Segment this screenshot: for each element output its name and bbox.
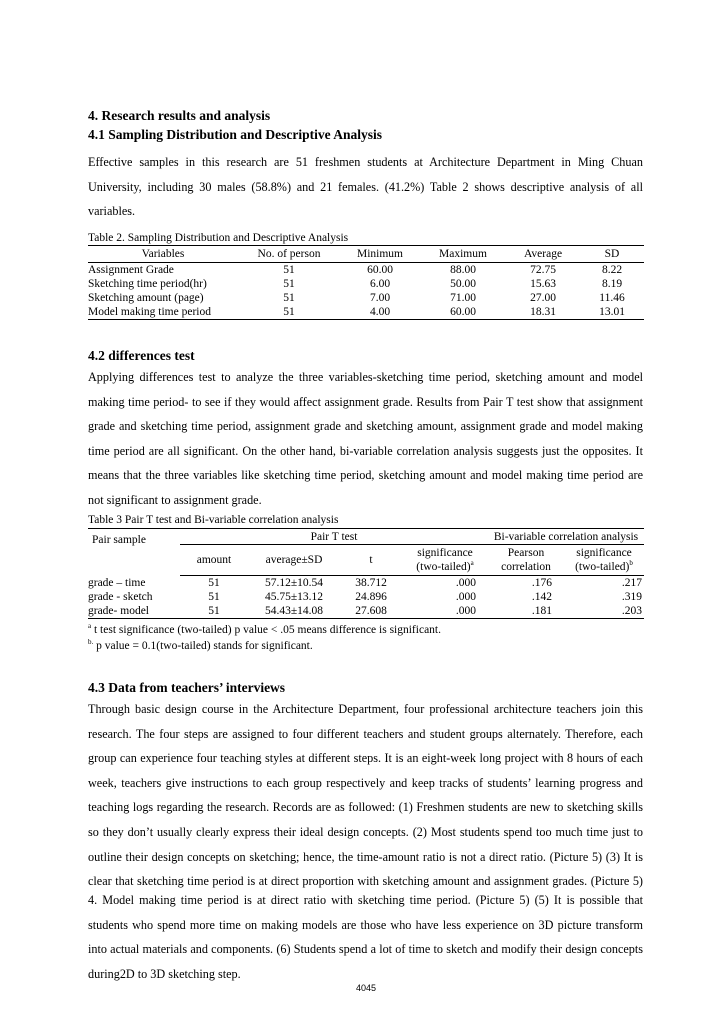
footnote-marker: a [88,622,92,631]
table-header-cell: SD [580,246,644,263]
table-cell: 27.00 [530,292,556,304]
header-text: (two-tailed) [575,561,630,573]
text-line: making time period- to see if they would affect assignment grade. Results from Pair T test show that assignment [88,394,643,409]
subsection-heading-4-2: 4.2 differences test [88,348,195,363]
table-cell: Sketching time period(hr) [88,278,207,290]
table-cell: 60.00 [420,305,506,320]
table-cell: Sketching amount (page) [88,292,204,304]
table-header-cell [564,545,644,576]
text-line: Effective samples in this research are 51 freshmen students at Architecture Department in Ming Chuan [88,155,643,169]
header-text: Pearson [507,547,545,559]
table-cell: .000 [455,591,476,603]
table-cell: Model making time period [88,305,238,320]
text-line: University, including 30 males (58.8%) and 21 females. (41.2%) Table 2 shows descriptive analysis of all [88,179,643,194]
table-cell: 57.12±10.54 [264,577,324,589]
table-cell: 88.00 [450,264,476,276]
subsection-heading-4-1: 4.1 Sampling Distribution and Descriptive Analysis [88,127,383,142]
table-row [88,305,644,320]
section-heading-4: 4. Research results and analysis [88,108,271,123]
text-line: week, teachers give instructions to each group respectively and keep tracks of students’ learning progress and [88,775,643,790]
table-cell: .203 [564,604,644,619]
paragraph-differences-test [88,370,643,518]
text-line: during2D to 3D sketching step. [88,966,241,981]
text-line: group can experience four teaching styles at different steps. It is an eight-week long project with 8 hours of each [88,751,643,766]
table-cell: 7.00 [369,292,391,304]
text-line: into actual materials and components. (6) Students spend a lot of time to sketch and modify their design concepts [88,942,643,957]
table-row [88,277,644,291]
text-line: means that the three variables like sketching time period, sketching amount and model making time period are [88,468,643,483]
table-cell: .176 [531,577,552,589]
table-header-cell: Maximum [420,246,506,263]
table-cell: .000 [455,577,476,589]
footnote-text: p value = 0.1(two-tailed) stands for significant. [93,640,313,652]
text-line: 4. Model making time period is at direct ratio with sketching time period. (Picture 5) (5) It is possible that [88,893,643,908]
table-cell: 6.00 [369,278,391,290]
text-line: students who spend more time on making models are those who have less experience on 3D picture transform [88,917,643,932]
table3-footnote-b [88,640,313,652]
text-line: time period are all significant. On the other hand, bi-variable correlation analysis suggests just the opposites. It [88,443,643,458]
table-cell: 54.43±14.08 [248,604,340,619]
table-cell: 8.19 [601,278,623,290]
table-cell: 24.896 [355,591,387,603]
header-text: (two-tailed) [416,561,471,573]
text-line: so they don’t usually clearly express their ideal design concepts. (2) Most students spend too much time just to [88,824,643,839]
table-header-cell: t [340,545,402,576]
table-cell: grade – time [88,576,146,589]
table-cell: 51 [283,278,295,290]
table-header-cell: Average [506,246,580,263]
text-line: variables. [88,204,136,219]
text-line: Through basic design course in the Architecture Department, four professional architecture teachers join this [88,702,643,716]
table2 [88,245,644,320]
table-cell: 51 [208,591,220,603]
table3-footnote-a [88,624,441,636]
text-line: not significant to assignment grade. [88,492,262,507]
table-cell: 15.63 [530,278,556,290]
table-cell: 72.75 [530,264,556,276]
table-cell: .217 [621,577,642,589]
table-header-cell: Minimum [340,246,420,263]
page-number: 4045 [355,983,377,993]
table-row [88,590,644,604]
header-text: significance [576,547,632,559]
table2-caption: Table 2. Sampling Distribution and Descriptive Analysis [88,232,349,244]
table-header-cell: Pair T test [180,529,488,545]
table-cell: 45.75±13.12 [264,591,324,603]
text-line: grade and sketching time period, assignment grade and sketching amount, assignment grade and model making [88,419,643,434]
table-cell: .000 [402,604,488,619]
footnote-marker: a [470,559,474,568]
text-line: research. The four steps are assigned to four different teachers and student groups alternately. Therefore, each [88,726,643,741]
header-text: significance [417,547,473,559]
table3 [88,528,644,619]
table-header-cell: No. of person [238,246,340,263]
table-header-cell [402,545,488,576]
table-cell: 51 [238,305,340,320]
table-cell: .319 [621,591,642,603]
text-line: Applying differences test to analyze the three variables-sketching time period, sketching amount and model [88,370,643,384]
table-cell: 18.31 [506,305,580,320]
table-cell: 8.22 [601,264,623,276]
table-header-row [88,246,644,263]
text-line: teaching logs regarding the research. Records are as followed: (1) Freshmen students are new to sketching skills [88,800,643,815]
paragraph-sampling [88,155,643,229]
table-cell: grade- model [88,604,180,619]
table-cell: 13.01 [580,305,644,320]
footnote-marker: b [629,559,633,568]
table-row [88,291,644,305]
table-cell: Assignment Grade [88,264,174,276]
text-line: clear that sketching time period is at direct proportion with sketching amount and assignment grades. (Picture 5) [88,874,643,889]
footnote-text: t test significance (two-tailed) p value < .05 means difference is significant. [91,624,441,636]
table-header-cell: Pair sample [88,529,180,576]
table-cell: 51 [283,292,295,304]
table-cell: 60.00 [367,264,393,276]
subsection-heading-4-3: 4.3 Data from teachers’ interviews [88,680,286,695]
table-cell: 71.00 [450,292,476,304]
table-cell: .181 [488,604,564,619]
table-cell: 51 [208,577,220,589]
table-cell: 50.00 [450,278,476,290]
table-header-cell [488,545,564,576]
table-header-cell: average±SD [248,545,340,576]
table-group-header-row [88,529,644,545]
table-row [88,263,644,278]
table-row [88,604,644,619]
paragraph-teacher-interviews [88,702,643,992]
table-cell: 38.712 [355,577,387,589]
header-text: correlation [501,561,551,573]
table-row [88,576,644,591]
table-cell: 51 [283,264,295,276]
table-cell: 27.608 [340,604,402,619]
table3-caption: Table 3 Pair T test and Bi-variable correlation analysis [88,514,339,526]
table-header-cell: Variables [88,246,238,263]
table-header-cell: amount [180,545,248,576]
table-cell: grade - sketch [88,591,153,603]
table-cell: .142 [531,591,552,603]
text-line: outline their design concepts on sketching; hence, the time-amount ratio is not a direct ratio. (Picture 5) (3) It is [88,849,643,864]
table-cell: 4.00 [340,305,420,320]
table-cell: 51 [180,604,248,619]
table-header-cell: Bi-variable correlation analysis [488,529,644,545]
footnote-marker: b. [88,638,94,647]
table-cell: 11.46 [599,292,625,304]
